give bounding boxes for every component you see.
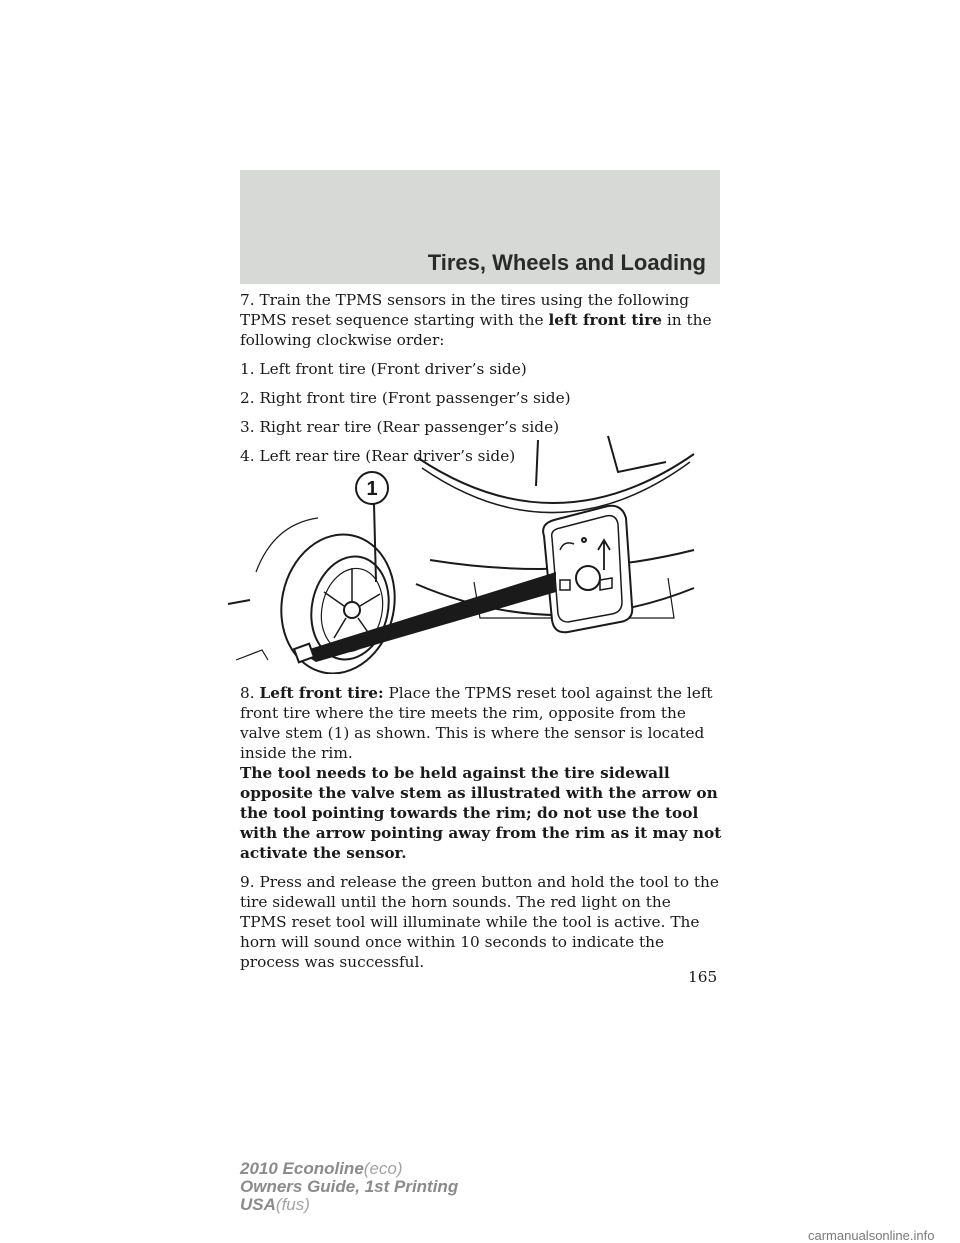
- step-8-number: 8.: [240, 684, 260, 702]
- footer-model-code: (eco): [363, 1159, 403, 1178]
- footer-edition: Owners Guide, 1st Printing: [240, 1177, 459, 1196]
- sequence-item: 3. Right rear tire (Rear passenger’s side): [240, 418, 560, 436]
- instructions-bottom: [240, 683, 722, 972]
- step-7-bold: left front tire: [548, 311, 662, 329]
- sequence-item: 2. Right front tire (Front passenger’s side): [240, 389, 571, 407]
- section-title: Tires, Wheels and Loading: [427, 250, 706, 275]
- footer-model: 2010 Econoline: [240, 1159, 364, 1178]
- step-8-lead: Left front tire:: [259, 684, 384, 702]
- step-8-paragraph: [240, 683, 722, 763]
- page-number: 165: [688, 968, 718, 986]
- document-footer: [240, 1160, 458, 1214]
- step-7-text-end: in the following clockwise order:: [240, 311, 712, 349]
- step-7-text: 7. Train the TPMS sensors in the tires using the following TPMS reset sequence starting with the: [240, 291, 690, 329]
- footer-region-code: (fus): [275, 1195, 310, 1214]
- footer-region: USA: [240, 1195, 276, 1214]
- sequence-item: 4. Left rear tire (Rear driver’s side): [240, 447, 516, 465]
- step-9-paragraph: 9. Press and release the green button and hold the tool to the tire sidewall until the horn sounds. The red light on the TPMS reset tool will illuminate while the tool is active. The horn will sound once within 10 seconds to indicate the process was successful.: [240, 873, 719, 971]
- step-8-text: Place the TPMS reset tool against the left front tire where the tire meets the rim, opposite from the valve stem (1) as shown. This is where the sensor is located inside the rim.: [240, 684, 713, 762]
- section-header: [240, 170, 720, 284]
- callout-label: 1: [366, 478, 378, 500]
- tpms-tool-illustration: [226, 432, 722, 674]
- step-7-paragraph: [240, 290, 722, 350]
- sequence-item: 1. Left front tire (Front driver’s side): [240, 360, 527, 378]
- step-8-warning: The tool needs to be held against the tire sidewall opposite the valve stem as illustrated with the arrow on the tool pointing towards the rim; do not use the tool with the arrow pointing away from the rim as it may not activate the sensor.: [240, 764, 722, 862]
- watermark: carmanualsonline.info: [808, 1228, 935, 1243]
